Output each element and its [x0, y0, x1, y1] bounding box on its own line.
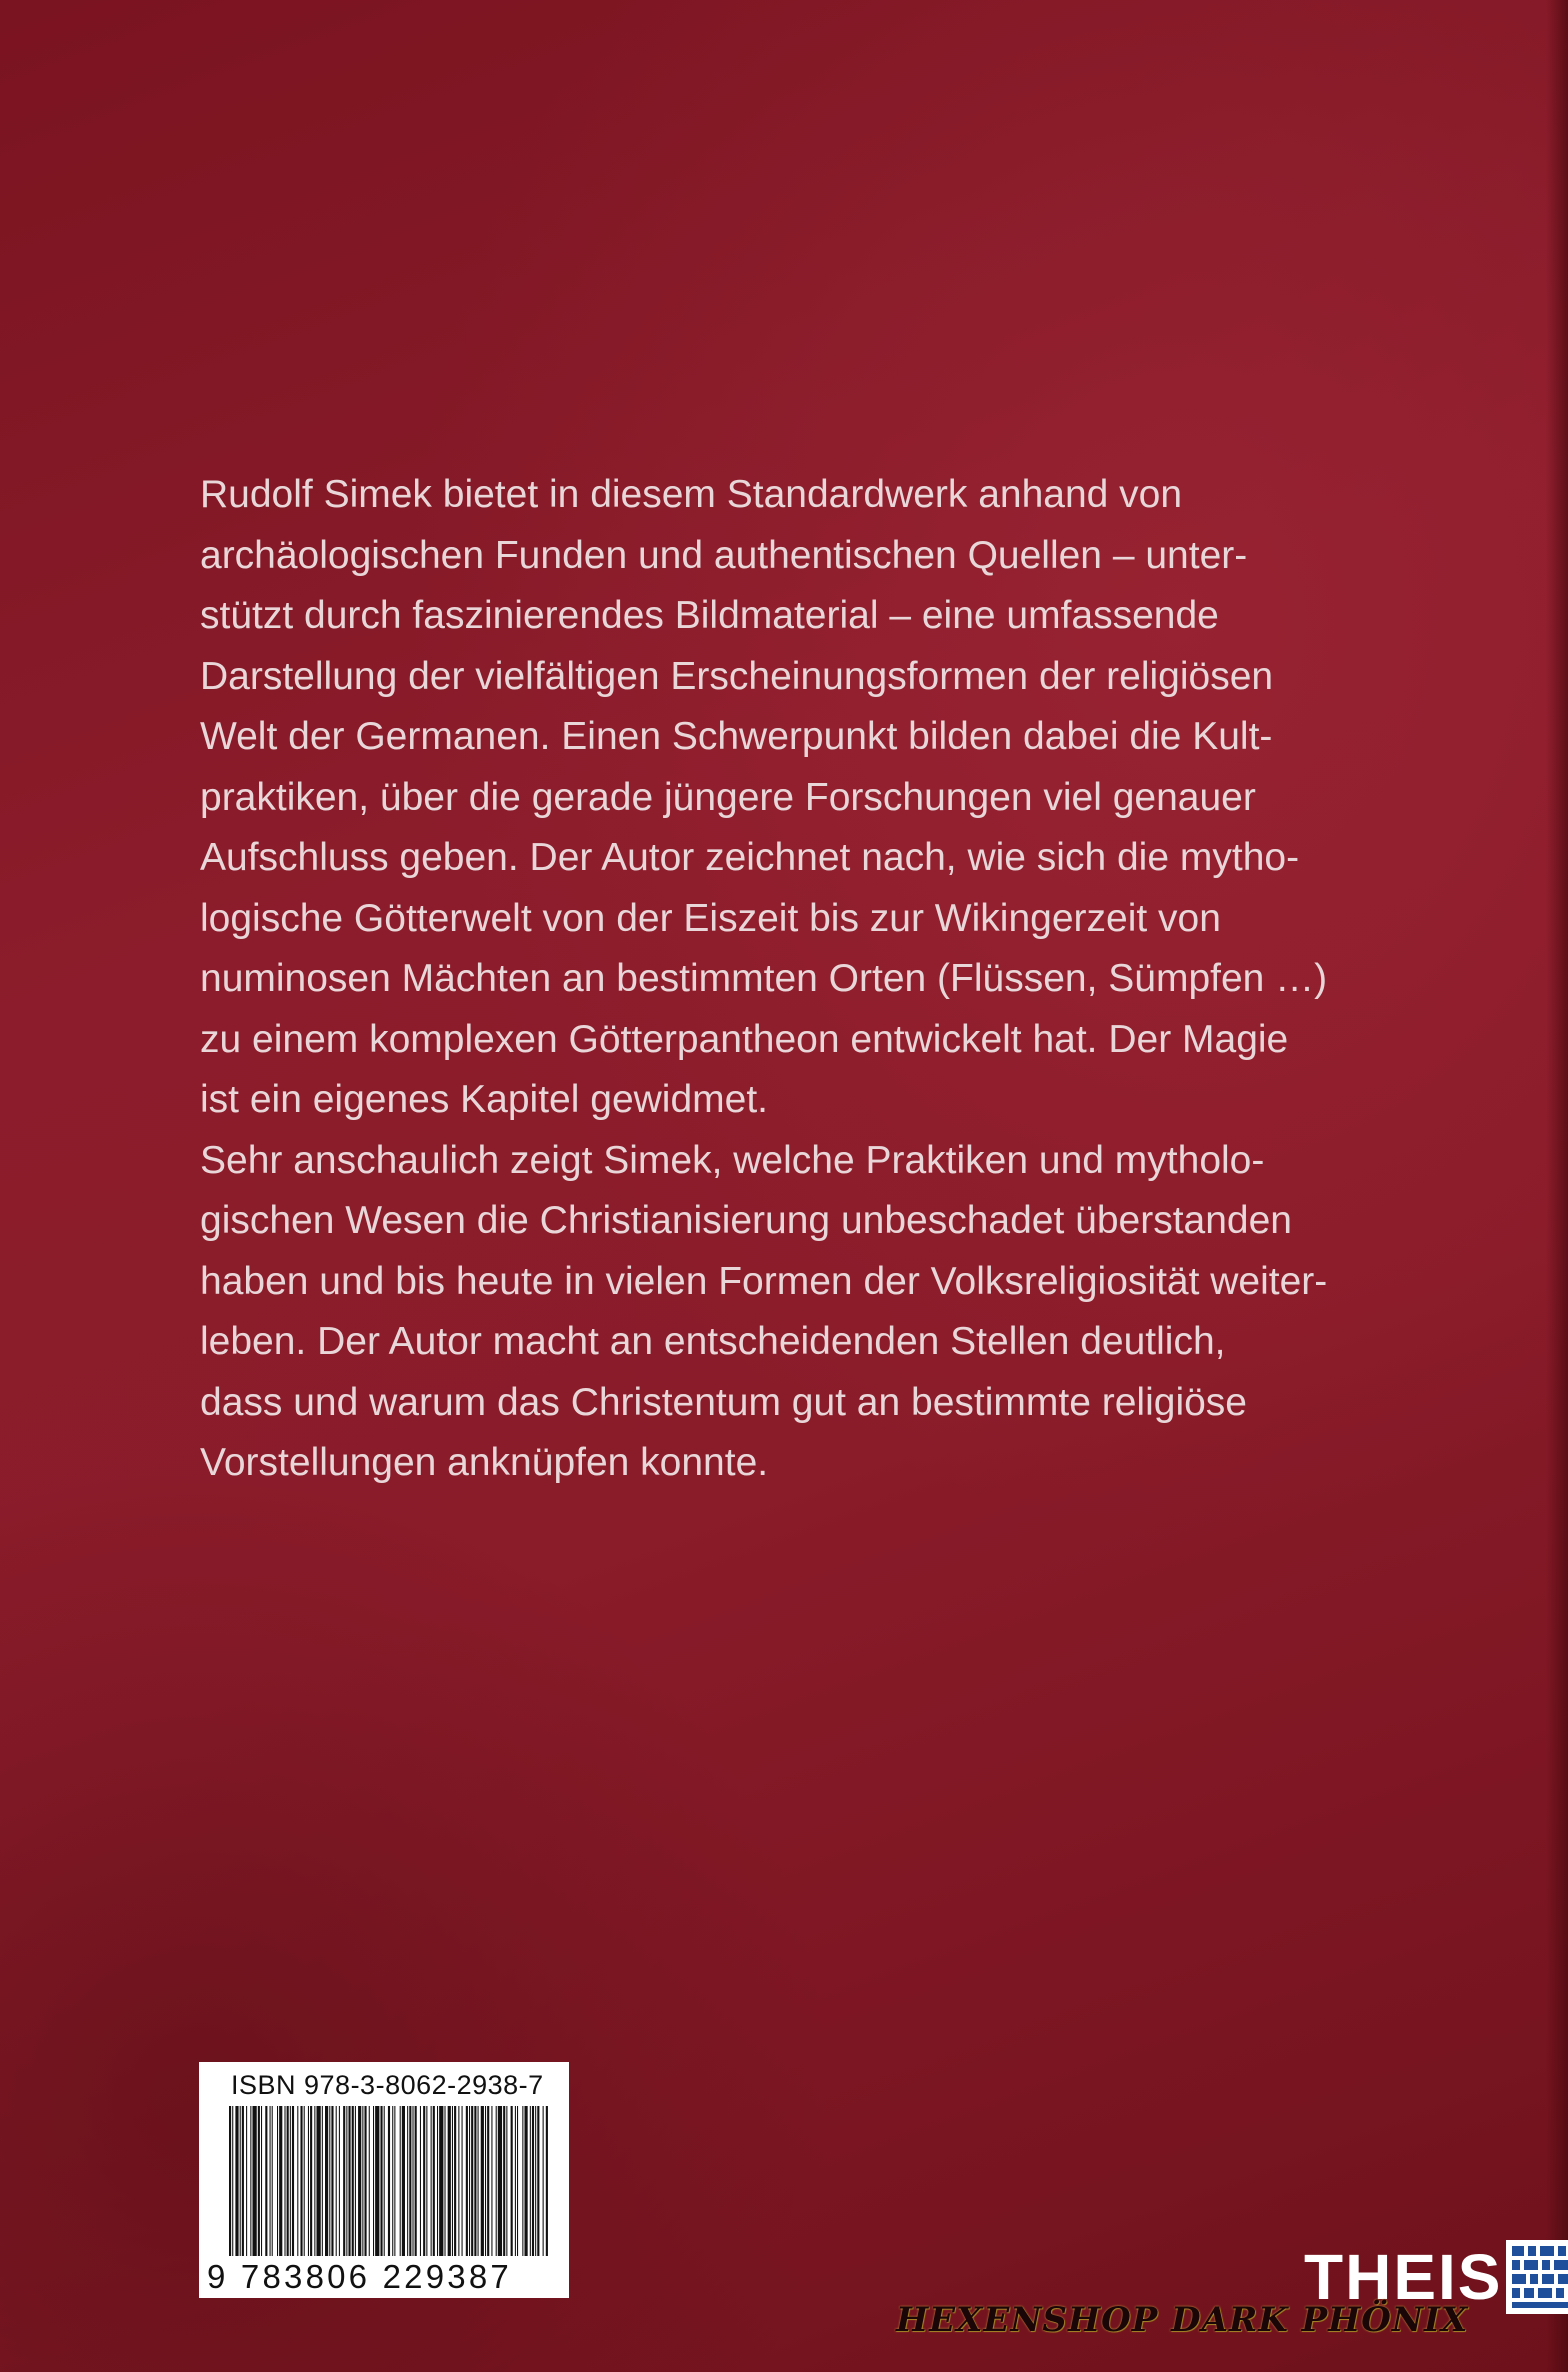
barcode-bar	[331, 2106, 333, 2256]
barcode-bar	[290, 2106, 291, 2256]
barcode-bar	[322, 2106, 323, 2256]
barcode-bar	[402, 2106, 405, 2256]
barcode-bar	[272, 2106, 273, 2256]
blurb-paragraph-1: Rudolf Simek bietet in diesem Standardwerk anhand von archäologischen Funden und authentischen Quellen – unter- stützt durch faszinierendes Bildmaterial – eine umfassende Darstellung der vielfältigen Erscheinungsformen der religiösen Welt der Germanen. Einen Schwerpunkt bilden dabei die Kult- praktiken, über die gerade jüngere Forschungen viel genauer Aufschluss geben. Der Autor zeichnet nach, wie sich die mytho- logische Götterwelt von der Eiszeit bis zur Wikingerzeit von numinosen Mächten an bestimmten Orten (Flüssen, Sümpfen …) zu einem komplexen Götterpantheon entwickelt hat. Der Magie ist ein eigenes Kapitel gewidmet.	[200, 473, 1328, 1121]
barcode-bar	[373, 2106, 374, 2256]
barcode-bar	[232, 2106, 233, 2256]
shop-watermark: HEXENSHOP DARK PHÖNIX	[896, 2300, 1469, 2340]
barcode-bar	[355, 2106, 356, 2256]
barcode-bar	[407, 2106, 408, 2256]
barcode-bar	[348, 2106, 350, 2256]
barcode-bar	[392, 2106, 393, 2256]
barcode-bar	[339, 2106, 340, 2256]
barcode-bar	[433, 2106, 435, 2256]
barcode-bar	[325, 2106, 328, 2256]
barcode-bar	[462, 2106, 463, 2256]
barcode-bar	[439, 2106, 443, 2256]
barcode-bar	[261, 2106, 262, 2256]
barcode-bar	[535, 2106, 536, 2256]
barcode-bar	[515, 2106, 516, 2256]
barcode-bar	[252, 2106, 256, 2256]
barcode-bar	[364, 2106, 366, 2256]
barcode-bar	[304, 2106, 305, 2256]
barcode-bar	[329, 2106, 330, 2256]
barcode-bar	[287, 2106, 289, 2256]
barcode-bar	[452, 2106, 453, 2256]
barcode-bar	[543, 2106, 544, 2256]
barcode-bar	[400, 2106, 401, 2256]
barcode-bar	[530, 2106, 531, 2256]
isbn-barcode	[199, 2062, 569, 2298]
barcode-bar	[270, 2106, 271, 2256]
barcode-bar	[487, 2106, 489, 2256]
barcode-bar	[415, 2106, 417, 2256]
barcode-bar	[506, 2106, 507, 2256]
barcode-bar	[375, 2106, 379, 2256]
barcode-bar	[423, 2106, 425, 2256]
barcode-bar	[308, 2106, 309, 2256]
blurb-paragraph-2: Sehr anschaulich zeigt Simek, welche Praktiken und mytholo- gischen Wesen die Christianisierung unbeschadet überstanden haben und bis heute in vielen Formen der Volksreligiosität weiter- leben. Der Autor macht an entscheidenden Stellen deutlich, dass und warum das Christentum gut an bestimmte religiöse Vorstellungen anknüpfen konnte.	[200, 1138, 1328, 1484]
barcode-bar	[448, 2106, 451, 2256]
barcode-bar	[412, 2106, 413, 2256]
barcode-bar	[469, 2106, 470, 2256]
barcode-bar	[454, 2106, 456, 2256]
barcode-bar	[352, 2106, 354, 2256]
barcode-bar	[300, 2106, 302, 2256]
ean-digits: 9 783806 229387	[207, 2258, 512, 2295]
barcode-bar	[258, 2106, 260, 2256]
barcode-bar	[458, 2106, 459, 2256]
barcode-bar	[522, 2106, 523, 2256]
publisher-name: THEIS	[1304, 2241, 1503, 2313]
barcode-bar	[246, 2106, 247, 2256]
barcode-bar	[240, 2106, 241, 2256]
barcode-bar	[229, 2106, 231, 2256]
barcode-bar	[265, 2106, 267, 2256]
barcode-bar	[478, 2106, 479, 2256]
barcode-bar	[242, 2106, 244, 2256]
barcode-bar	[362, 2106, 363, 2256]
barcode-bar	[431, 2106, 432, 2256]
barcode-bar	[426, 2106, 427, 2256]
barcode-bar	[235, 2106, 238, 2256]
barcode-bar	[384, 2106, 385, 2256]
barcode-bar	[314, 2106, 315, 2256]
barcode-bar	[503, 2106, 505, 2256]
barcode-bar	[409, 2106, 411, 2256]
blurb-text	[200, 465, 1420, 1494]
barcode-bar	[343, 2106, 345, 2256]
barcode-bar	[358, 2106, 361, 2256]
barcode-bar	[485, 2106, 486, 2256]
theis-logo-icon	[1506, 2240, 1568, 2314]
barcode-bar	[466, 2106, 468, 2256]
barcode-bar	[444, 2106, 445, 2256]
barcode-bar	[284, 2106, 285, 2256]
barcode-bar	[474, 2106, 476, 2256]
barcode-bar	[517, 2106, 518, 2256]
barcode-bar	[277, 2106, 278, 2256]
barcode-bar	[491, 2106, 492, 2256]
barcode-bar	[250, 2106, 251, 2256]
barcode-bar	[471, 2106, 473, 2256]
barcode-bar	[380, 2106, 382, 2256]
barcode-bar	[369, 2106, 370, 2256]
barcode-bar	[481, 2106, 484, 2256]
barcode-bar	[316, 2106, 320, 2256]
barcode-bar	[496, 2106, 497, 2256]
barcode-bar	[437, 2106, 438, 2256]
barcode-bar	[532, 2106, 534, 2256]
barcode-bars	[229, 2106, 549, 2256]
barcode-bar	[297, 2106, 298, 2256]
barcode-bar	[511, 2106, 513, 2256]
barcode-bar	[537, 2106, 539, 2256]
barcode-bar	[546, 2106, 548, 2256]
barcode-bar	[336, 2106, 337, 2256]
cover-edge-shadow	[1546, 0, 1568, 2372]
barcode-bar	[279, 2106, 282, 2256]
isbn-label: ISBN 978-3-8062-2938-7	[231, 2070, 544, 2100]
barcode-bar	[310, 2106, 312, 2256]
barcode-bar	[524, 2106, 527, 2256]
barcode-bar	[394, 2106, 395, 2256]
barcode-bar	[420, 2106, 421, 2256]
barcode-bar	[346, 2106, 347, 2256]
barcode-bar	[292, 2106, 294, 2256]
barcode-bar	[498, 2106, 502, 2256]
barcode-bar	[388, 2106, 390, 2256]
